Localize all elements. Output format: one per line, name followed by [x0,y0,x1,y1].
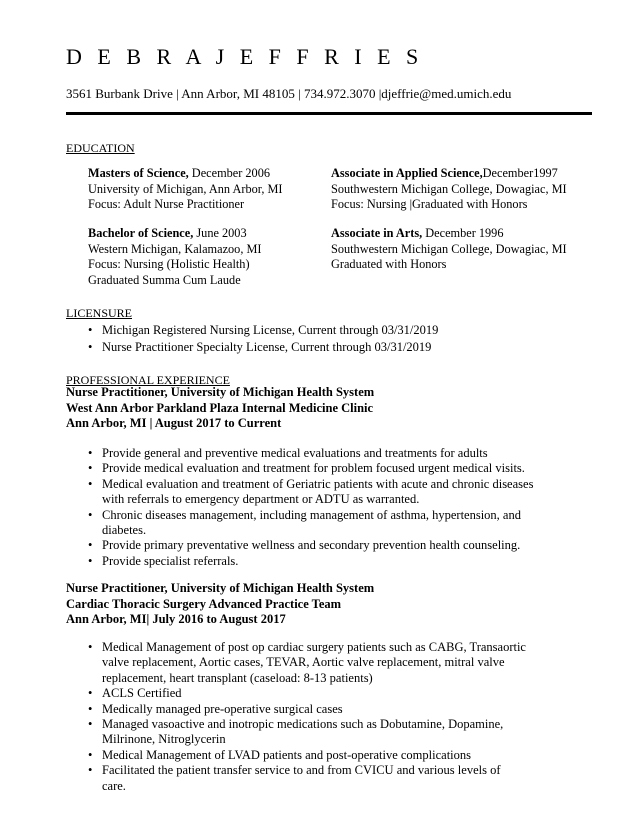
degree-date: December 2006 [188,166,270,180]
job-duties-2 [88,640,526,794]
bullet: • [88,763,93,778]
experience-heading: PROFESSIONAL EXPERIENCE [66,373,230,387]
education-entry-3 [88,226,262,288]
honors: Graduated with Honors [331,257,447,271]
duty-line: ACLS Certified [102,686,182,701]
list-item [88,702,526,717]
duty-text [102,717,503,748]
education-entry-2 [331,166,567,213]
duty-line: Provide medical evaluation and treatment for problem focused urgent medical visits. [102,461,525,476]
job-location-date: Ann Arbor, MI| July 2016 to August 2017 [66,612,286,626]
list-item [88,686,526,701]
list-item [88,461,533,476]
list-item [88,508,533,539]
degree-date: December 1996 [422,226,504,240]
bullet: • [88,717,93,732]
duty-text [102,508,521,539]
duty-text [102,554,238,569]
honors: Graduated Summa Cum Laude [88,272,241,287]
bullet: • [88,538,93,553]
bullet: • [88,747,93,762]
duty-text [102,477,533,508]
duty-line: Medical Management of LVAD patients and post-operative complications [102,747,472,762]
duty-line: Facilitated the patient transfer service to and from CVICU and various levels of [102,763,501,778]
duty-line: Medical Management of post op cardiac surgery patients such as CABG, Transaortic [102,640,526,654]
header-divider [66,112,592,115]
list-item [88,717,526,748]
list-item [88,640,526,686]
bullet: • [88,507,93,522]
school: Southwestern Michigan College, Dowagiac, MI [331,181,567,196]
duty-text [102,640,526,686]
list-item [88,477,533,508]
duty-text [102,446,488,461]
job-unit: West Ann Arbor Parkland Plaza Internal Medicine Clinic [66,400,374,415]
duty-line: Medical evaluation and treatment of Geriatric patients with acute and chronic diseases [102,476,534,491]
focus: Focus: Nursing (Holistic Health) [88,257,250,271]
duty-text [102,702,343,717]
bullet: • [88,476,93,491]
duty-text [102,763,501,794]
duty-line: valve replacement, Aortic cases, TEVAR, Aortic valve replacement, mitral valve [102,655,505,670]
school: Southwestern Michigan College, Dowagiac, MI [331,241,567,256]
duty-line: Provide general and preventive medical evaluations and treatments for adults [102,446,488,460]
duty-line: Provide specialist referrals. [102,553,239,568]
job-unit: Cardiac Thoracic Surgery Advanced Practice Team [66,596,342,611]
license-text: Nurse Practitioner Specialty License, Current through 03/31/2019 [102,340,432,354]
bullet: • [88,446,93,460]
duty-line: diabetes. [102,523,147,538]
duty-line: Provide primary preventative wellness and secondary prevention health counseling. [102,538,521,553]
job-header-2 [66,581,374,628]
list-item [88,748,526,763]
degree-date: June 2003 [193,226,247,240]
focus: Focus: Adult Nurse Practitioner [88,197,245,211]
duty-line: replacement, heart transplant (caseload: 8-13 patients) [102,670,373,685]
focus: Focus: Nursing |Graduated with Honors [331,197,528,211]
duty-text [102,461,525,476]
license-text: Michigan Registered Nursing License, Current through 03/31/2019 [102,323,439,337]
licensure-list [88,322,438,356]
list-item [88,322,438,339]
duty-text [102,748,471,763]
resume-name: D E B R A J E F F R I E S [66,44,424,69]
school: Western Michigan, Kalamazoo, MI [88,241,262,256]
duty-line: Chronic diseases management, including management of asthma, hypertension, and [102,507,521,522]
list-item [88,339,438,356]
duty-line: Managed vasoactive and inotropic medications such as Dobutamine, Dopamine, [102,717,504,732]
bullet: • [88,340,93,354]
degree: Bachelor of Science, [88,226,194,240]
job-title: Nurse Practitioner, University of Michigan Health System [66,385,375,399]
degree: Associate in Arts, [331,226,423,240]
bullet: • [88,686,93,701]
degree: Masters of Science, [88,166,189,180]
job-title: Nurse Practitioner, University of Michigan Health System [66,581,375,595]
job-duties-1 [88,446,533,569]
education-entry-4 [331,226,567,273]
duty-text [102,538,520,553]
bullet: • [88,553,93,568]
bullet: • [88,323,93,337]
list-item [88,446,533,461]
contact-line: 3561 Burbank Drive | Ann Arbor, MI 48105 | 734.972.3070 |djeffrie@med.umich.edu [66,86,512,101]
licensure-heading: LICENSURE [66,306,132,320]
list-item [88,554,533,569]
duty-line: Medically managed pre-operative surgical cases [102,701,343,716]
school: University of Michigan, Ann Arbor, MI [88,181,283,196]
degree: Associate in Applied Science, [331,166,483,180]
education-entry-1 [88,166,283,213]
duty-line: care. [102,778,126,793]
duty-line: with referrals to emergency department or ADTU as warranted. [102,492,420,507]
education-heading: EDUCATION [66,141,135,155]
list-item [88,538,533,553]
bullet: • [88,461,93,476]
job-location-date: Ann Arbor, MI | August 2017 to Current [66,416,282,430]
list-item [88,763,526,794]
bullet: • [88,640,93,654]
duty-text [102,686,182,701]
bullet: • [88,701,93,716]
degree-date: December1997 [482,166,558,180]
duty-line: Milrinone, Nitroglycerin [102,732,226,747]
job-header-1 [66,385,374,432]
